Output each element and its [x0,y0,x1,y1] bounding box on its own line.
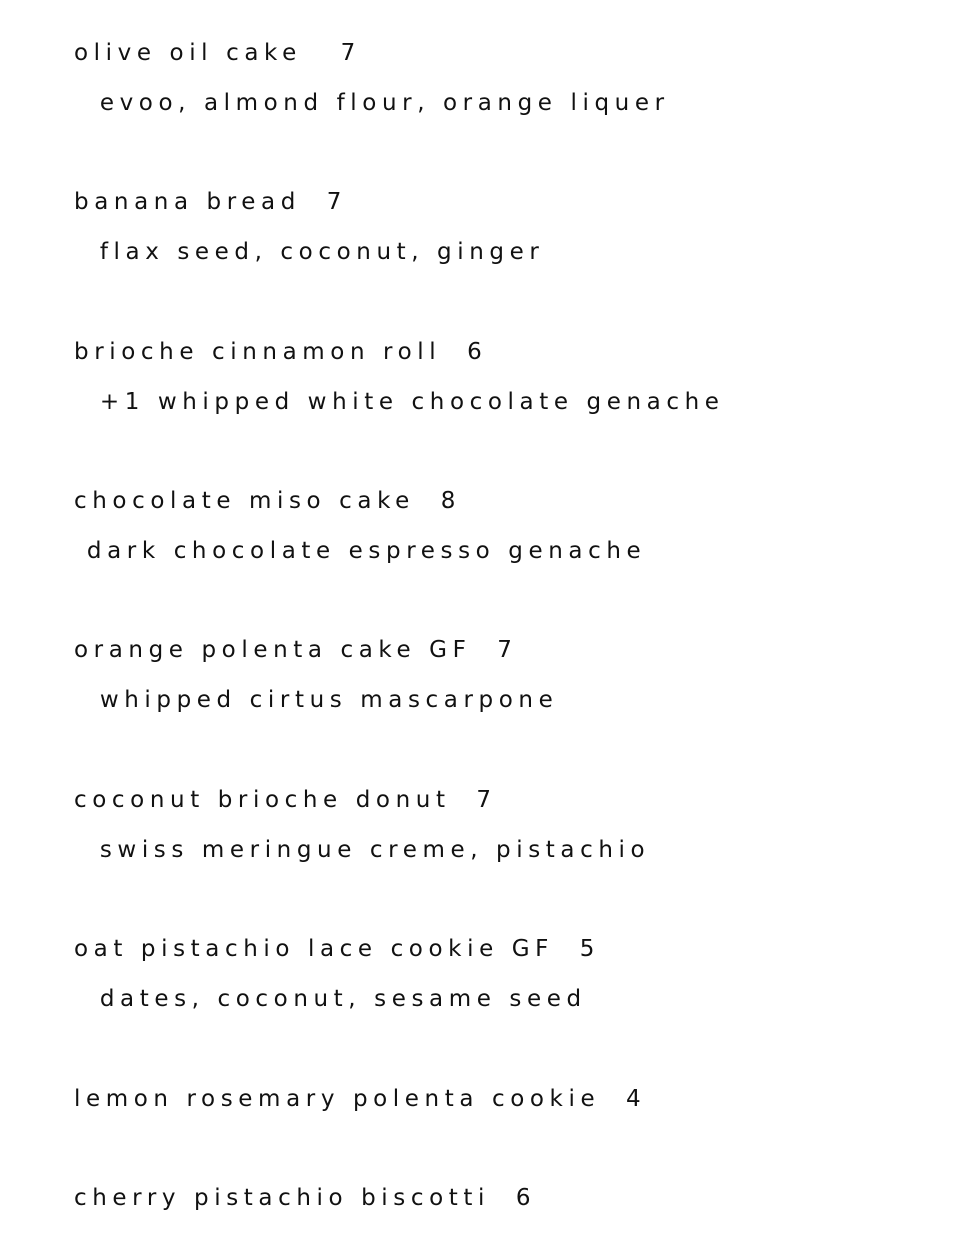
item-description: dates, coconut, sesame seed [74,986,587,1012]
item-title: cherry pistachio biscotti 6 [74,1185,537,1211]
menu-item-olive-oil-cake [74,38,954,116]
menu-item-orange-polenta-cake [74,635,954,713]
item-title: banana bread 7 [74,189,347,215]
item-title: orange polenta cake GF 7 [74,637,518,663]
item-title: olive oil cake 7 [74,40,361,66]
item-description: +1 whipped white chocolate genache [74,389,725,415]
item-title: coconut brioche donut 7 [74,787,497,813]
item-description: whipped cirtus mascarpone [74,687,559,713]
menu-item-banana-bread [74,187,954,265]
menu-item-coconut-brioche-donut [74,785,954,863]
item-title: oat pistachio lace cookie GF 5 [74,936,601,962]
item-title: lemon rosemary polenta cookie 4 [74,1086,647,1112]
item-title: chocolate miso cake 8 [74,488,461,514]
menu-item-lemon-rosemary-polenta-cookie [74,1084,954,1114]
menu-item-brioche-cinnamon-roll [74,337,954,415]
menu-item-cherry-pistachio-biscotti [74,1183,954,1213]
menu-item-chocolate-miso-cake [74,486,954,564]
item-description: dark chocolate espresso genache [74,538,647,564]
item-description: flax seed, coconut, ginger [74,239,545,265]
item-description: swiss meringue creme, pistachio [74,837,651,863]
menu-item-oat-pistachio-lace-cookie [74,934,954,1012]
item-description: evoo, almond flour, orange liquer [74,90,670,116]
item-title: brioche cinnamon roll 6 [74,339,488,365]
